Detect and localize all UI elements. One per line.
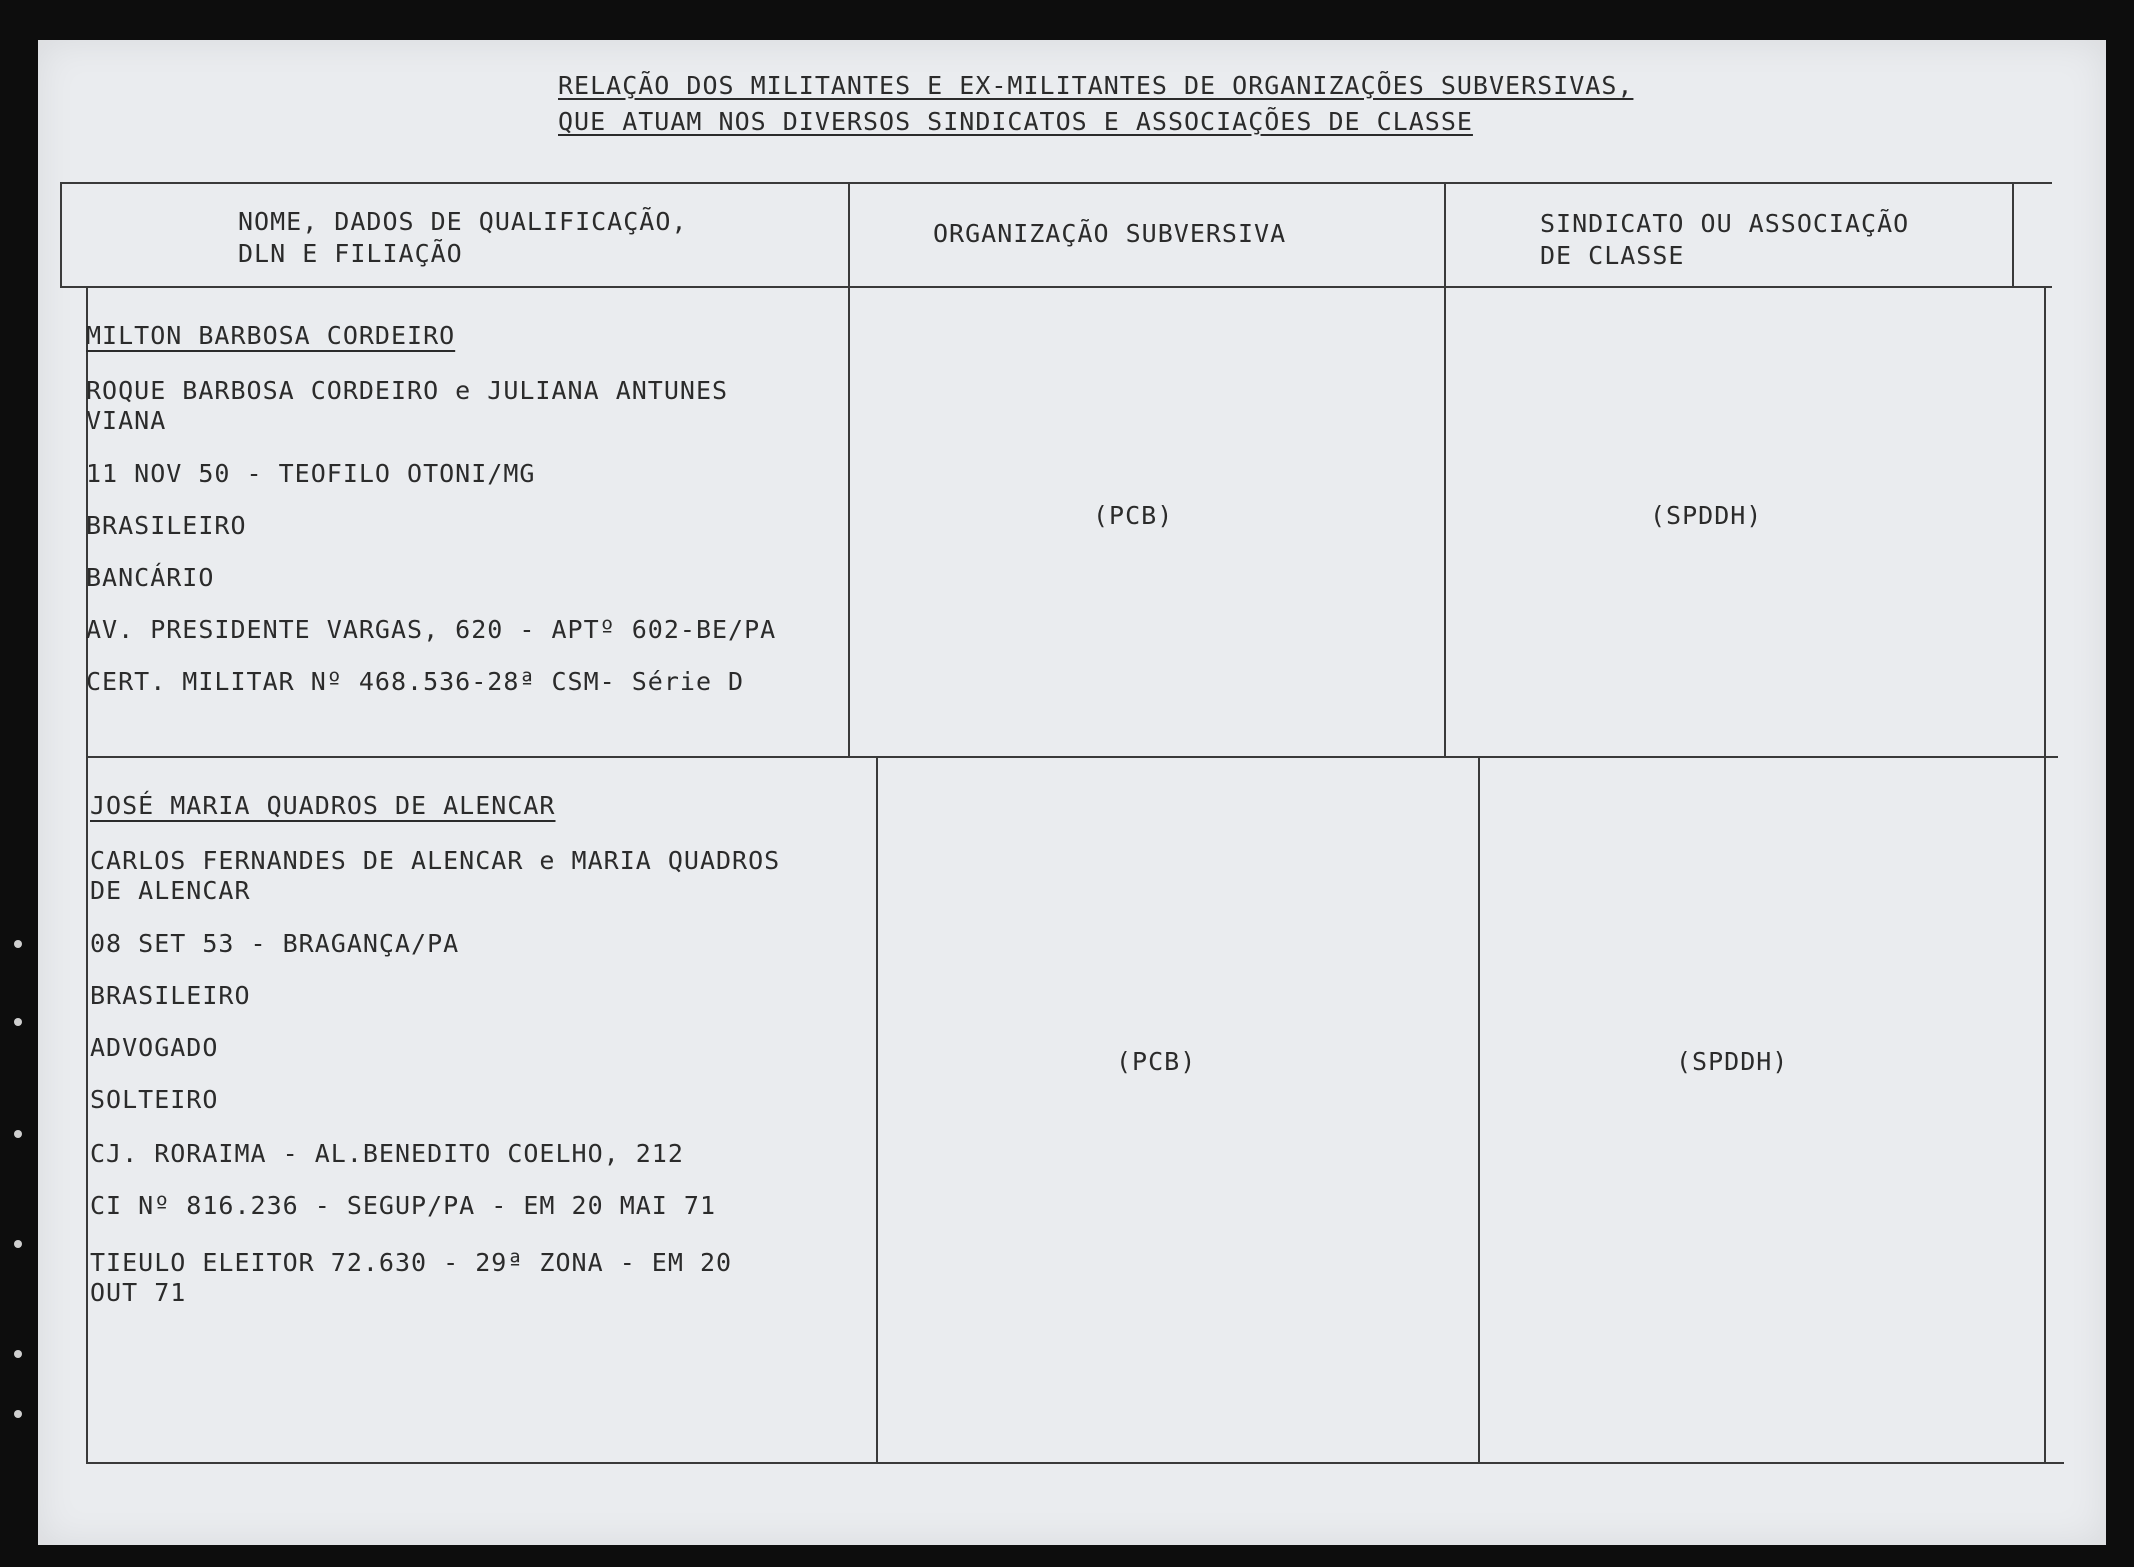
record-1-organization: (PCB) [1093, 501, 1174, 530]
binder-hole-mark [14, 940, 22, 948]
record-1-address: AV. PRESIDENTE VARGAS, 620 - APTº 602-BE/PA [86, 615, 777, 644]
binder-hole-mark [14, 1350, 22, 1358]
record-2-detail-1: CARLOS FERNANDES DE ALENCAR e MARIA QUADROS [90, 846, 781, 875]
record-1-birth: 11 NOV 50 - TEOFILO OTONI/MG [86, 459, 536, 488]
record-2-profession: ADVOGADO [90, 1033, 219, 1062]
header-union-line-2: DE CLASSE [1540, 241, 1685, 270]
left-border-header [60, 182, 62, 288]
binder-hole-mark [14, 1240, 22, 1248]
header-union-line-1: SINDICATO OU ASSOCIAÇÃO [1540, 209, 1910, 238]
header-name-column [238, 206, 687, 270]
record-1-military-cert: CERT. MILITAR Nº 468.536-28ª CSM- Série D [86, 667, 745, 696]
header-bottom-border [60, 286, 2052, 288]
record-2-identity-card: CI Nº 816.236 - SEGUP/PA - EM 20 MAI 71 [90, 1191, 716, 1220]
record-1-parents [86, 376, 728, 436]
record-2-birth: 08 SET 53 - BRAGANÇA/PA [90, 929, 460, 958]
table-bottom-border [86, 1462, 2064, 1464]
right-border-body [2044, 288, 2046, 1464]
record-1-profession: BANCÁRIO [86, 563, 215, 592]
record-2-organization: (PCB) [1116, 1047, 1197, 1076]
record-2-name: JOSÉ MARIA QUADROS DE ALENCAR [90, 791, 556, 820]
record-2-union: (SPDDH) [1676, 1047, 1789, 1076]
column-divider-1b [876, 758, 878, 1464]
binder-hole-mark [14, 1130, 22, 1138]
record-2-marital-status: SOLTEIRO [90, 1085, 219, 1114]
binder-hole-mark [14, 1410, 22, 1418]
record-2-detail-9: TIEULO ELEITOR 72.630 - 29ª ZONA - EM 20 [90, 1248, 733, 1277]
right-border-header [2012, 182, 2014, 288]
document-title [558, 68, 1633, 140]
record-1-union: (SPDDH) [1650, 501, 1763, 530]
header-name-line-1: NOME, DADOS DE QUALIFICAÇÃO, [238, 207, 688, 236]
record-2-nationality: BRASILEIRO [90, 981, 251, 1010]
record-2-voter-title [90, 1248, 732, 1308]
record-1-detail-1: ROQUE BARBOSA CORDEIRO e JULIANA ANTUNES [86, 376, 729, 405]
table-top-border [60, 182, 2052, 184]
title-line-1: RELAÇÃO DOS MILITANTES E EX-MILITANTES DE ORGANIZAÇÕES SUBVERSIVAS, [558, 71, 1634, 100]
row-divider [88, 756, 2058, 758]
header-organization-column [933, 218, 1286, 250]
record-2-detail-10: OUT 71 [90, 1278, 187, 1307]
column-divider-1a [848, 182, 850, 758]
record-1-detail-2: VIANA [86, 406, 167, 435]
record-1-nationality: BRASILEIRO [86, 511, 247, 540]
record-1-name: MILTON BARBOSA CORDEIRO [86, 321, 456, 350]
record-2-parents [90, 846, 780, 906]
column-divider-2b [1478, 758, 1480, 1464]
record-2-address: CJ. RORAIMA - AL.BENEDITO COELHO, 212 [90, 1139, 684, 1168]
binder-hole-mark [14, 1018, 22, 1026]
header-organization-line-1: ORGANIZAÇÃO SUBVERSIVA [933, 219, 1287, 248]
column-divider-2a [1444, 182, 1446, 758]
header-name-line-2: DLN E FILIAÇÃO [238, 239, 463, 268]
record-2-detail-2: DE ALENCAR [90, 876, 251, 905]
document-sheet [38, 40, 2106, 1545]
header-union-column [1540, 208, 1909, 272]
title-line-2: QUE ATUAM NOS DIVERSOS SINDICATOS E ASSOCIAÇÕES DE CLASSE [558, 107, 1473, 136]
